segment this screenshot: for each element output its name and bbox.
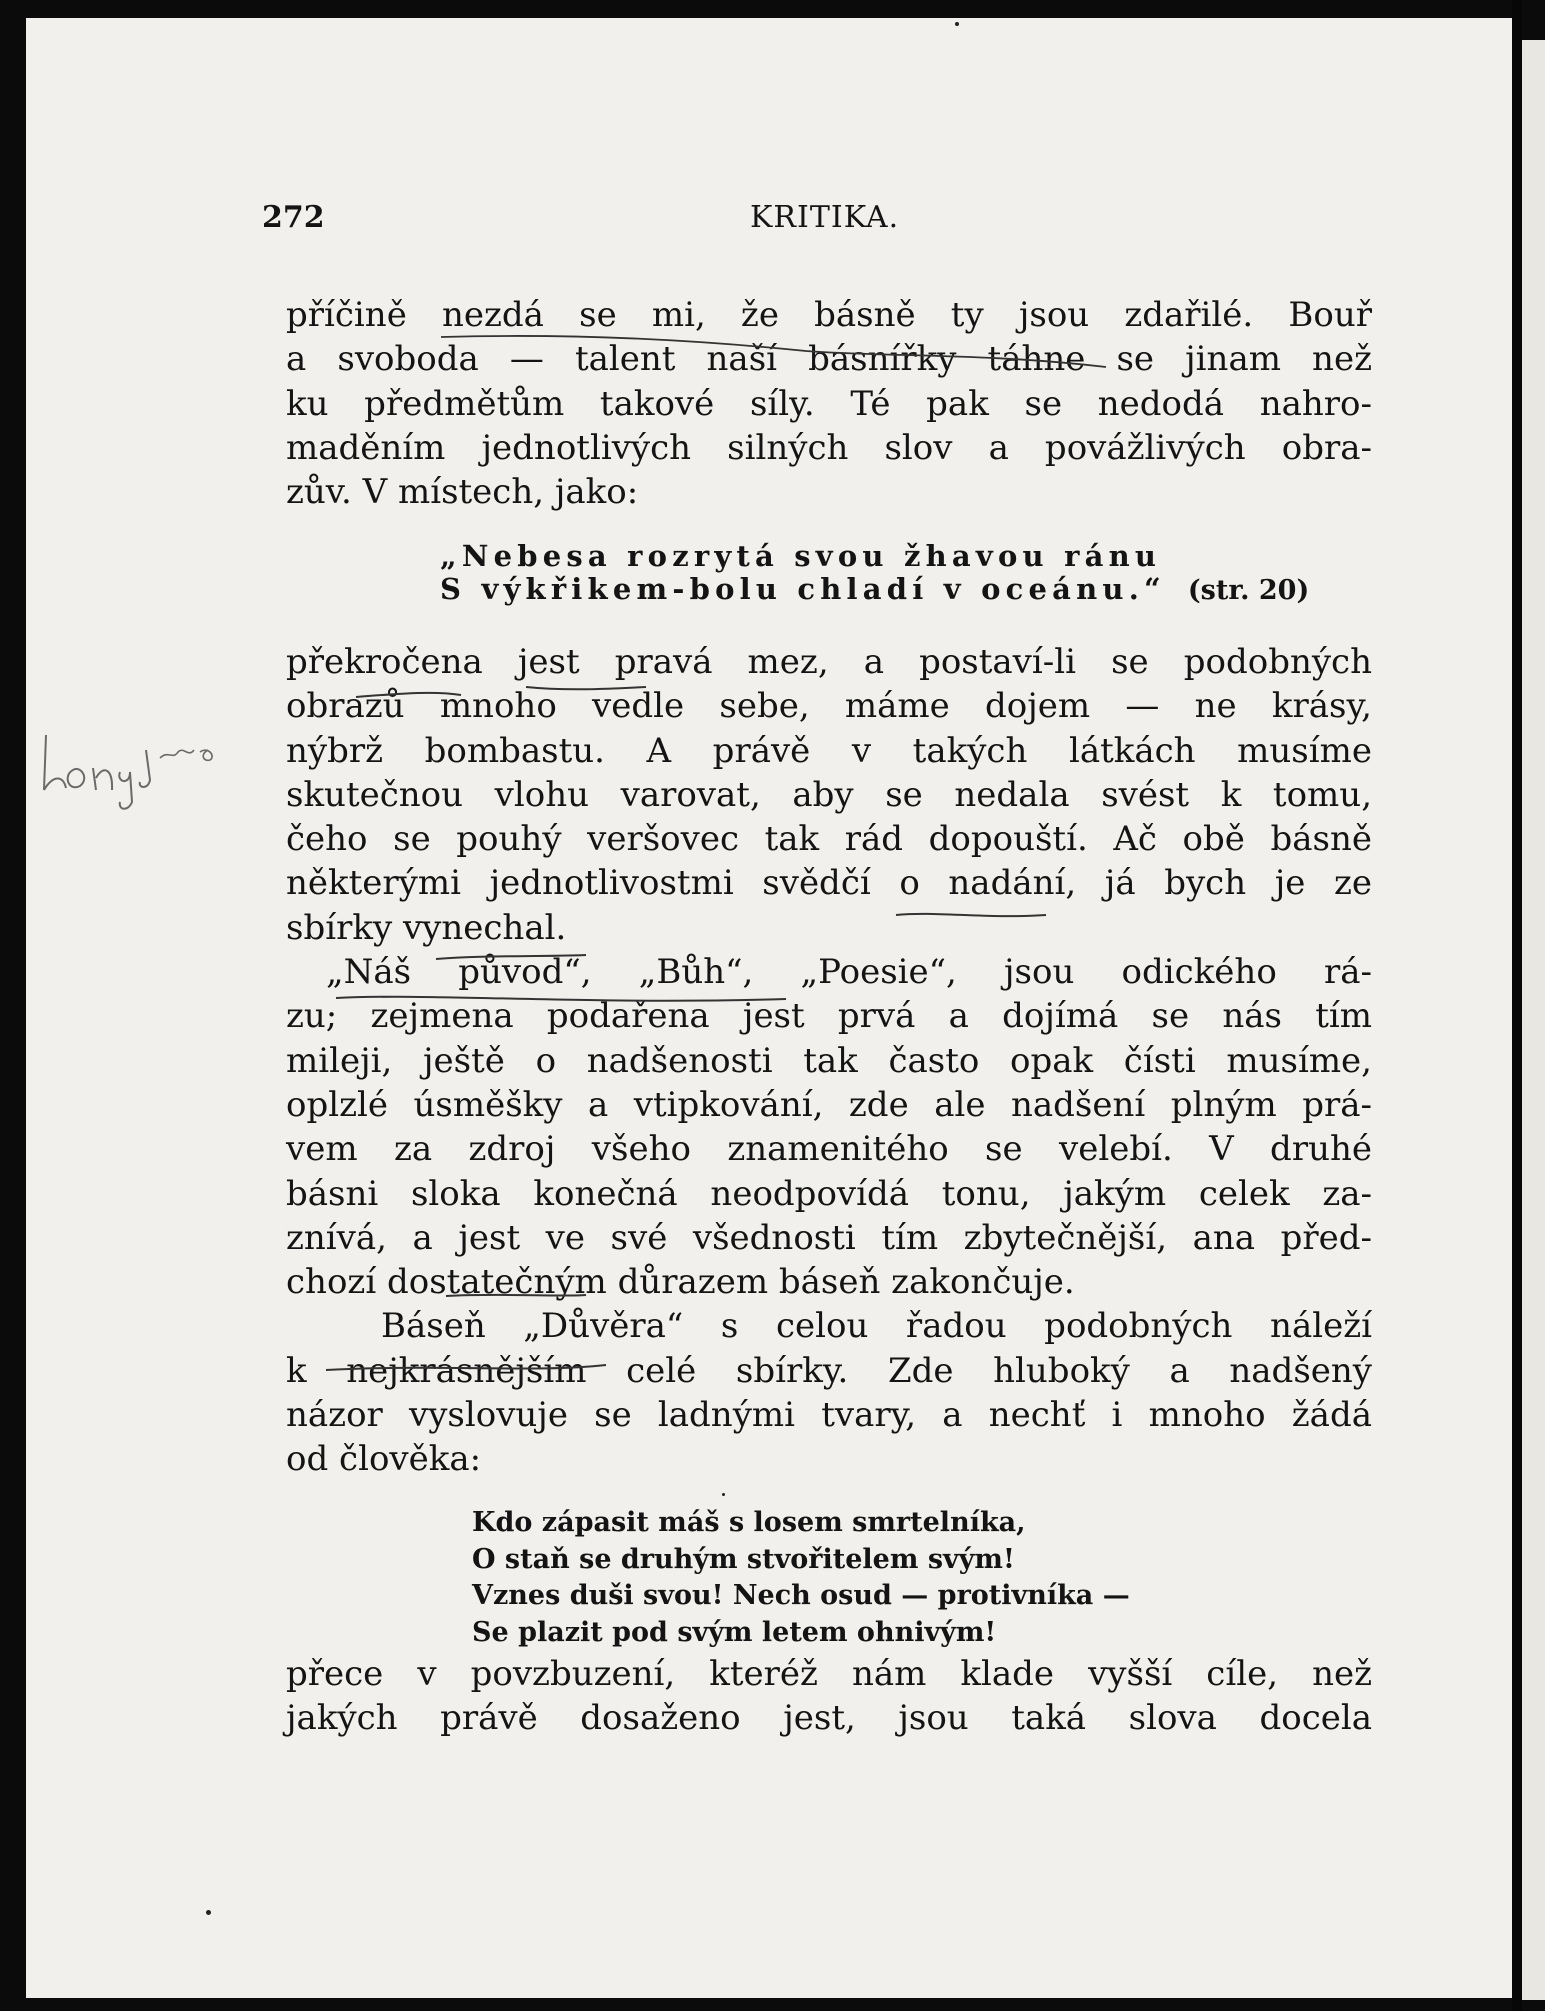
next-page-edge bbox=[1522, 40, 1545, 2000]
text-line: příčině nezdá se mi, že básně ty jsou zdařilé. Bouř bbox=[286, 295, 1372, 335]
text-line: mileji, ještě o nadšenosti tak často opak čísti musíme, bbox=[286, 1040, 1372, 1081]
text-line: básni sloka konečná neodpovídá tonu, jakým celek za- bbox=[286, 1173, 1372, 1214]
text-line: názor vyslovuje se ladnými tvary, a nechť i mnoho žádá bbox=[286, 1395, 1372, 1436]
verse-line: Kdo zápasit máš s losem smrtelníka, bbox=[472, 1507, 1026, 1538]
text-line: „Náš původ“, „Bůh“, „Poesie“, jsou odického rá- bbox=[326, 952, 1372, 993]
verse-line: S výkřikem-bolu chladí v oceánu.“ bbox=[440, 572, 1166, 606]
text-line: zu; zejmena podařena jest prvá a dojímá se nás tím bbox=[286, 996, 1372, 1037]
verse-line: „Nebesa rozrytá svou žhavou ránu bbox=[440, 539, 1162, 573]
text-line: k nejkrásnějším celé sbírky. Zde hluboký a nadšený bbox=[286, 1350, 1372, 1391]
text-line: sbírky vynechal. bbox=[286, 907, 567, 948]
page-header bbox=[262, 200, 1387, 250]
text-line: a svoboda — talent naší básnířky táhne se jinam než bbox=[286, 339, 1372, 380]
text-line: zův. V místech, jako: bbox=[286, 472, 639, 513]
text-line: čeho se pouhý veršovec tak rád dopouští. Ač obě básně bbox=[286, 819, 1372, 860]
text-line: chozí dostatečným důrazem báseň zakončuje. bbox=[286, 1262, 1075, 1303]
text-line: maděním jednotlivých silných slov a povážlivých obra- bbox=[286, 427, 1372, 468]
text-line: jakých právě dosaženo jest, jsou taká slova docela bbox=[286, 1698, 1372, 1739]
text-line: některými jednotlivostmi svědčí o nadání, já bych je ze bbox=[286, 863, 1372, 904]
verse-line: Se plazit pod svým letem ohnivým! bbox=[472, 1616, 997, 1648]
verse-line: O staň se druhým stvořitelem svým! bbox=[472, 1543, 1015, 1575]
text-line: vem za zdroj všeho znamenitého se velebí. V druhé bbox=[286, 1129, 1372, 1170]
page-reference: (str. 20) bbox=[1187, 575, 1310, 606]
text-line: obrazů mnoho vedle sebe, máme dojem — ne krásy, bbox=[286, 686, 1372, 727]
stray-mark bbox=[722, 1493, 725, 1496]
page-edge-shadow bbox=[1512, 0, 1522, 2011]
text-line: Báseň „Důvěra“ s celou řadou podobných náleží bbox=[381, 1306, 1372, 1347]
text-line: skutečnou vlohu varovat, aby se nedala svést k tomu, bbox=[286, 774, 1372, 815]
verse-line: Vznes duši svou! Nech osud — protivníka — bbox=[472, 1580, 1130, 1611]
stray-mark bbox=[206, 1910, 211, 1915]
page-number: 272 bbox=[262, 200, 325, 235]
text-line: znívá, a jest ve své všednosti tím zbytečnější, ana před- bbox=[286, 1217, 1372, 1258]
pencil-margin-note bbox=[38, 720, 238, 810]
text-line: překročena jest pravá mez, a postaví-li se podobných bbox=[286, 642, 1372, 682]
text-line: nýbrž bombastu. A právě v takých látkách musíme bbox=[286, 730, 1372, 771]
pencil-underlines bbox=[286, 293, 1386, 1743]
text-line: ku předmětům takové síly. Té pak se nedodá nahro- bbox=[286, 383, 1372, 424]
text-line: oplzlé úsměšky a vtipkování, zde ale nadšení plným prá- bbox=[286, 1084, 1372, 1125]
text-line: od člověka: bbox=[286, 1439, 482, 1480]
running-title: KRITIKA. bbox=[750, 200, 900, 235]
text-line: přece v povzbuzení, kteréž nám klade vyšší cíle, než bbox=[286, 1654, 1372, 1694]
stray-mark bbox=[955, 22, 959, 26]
